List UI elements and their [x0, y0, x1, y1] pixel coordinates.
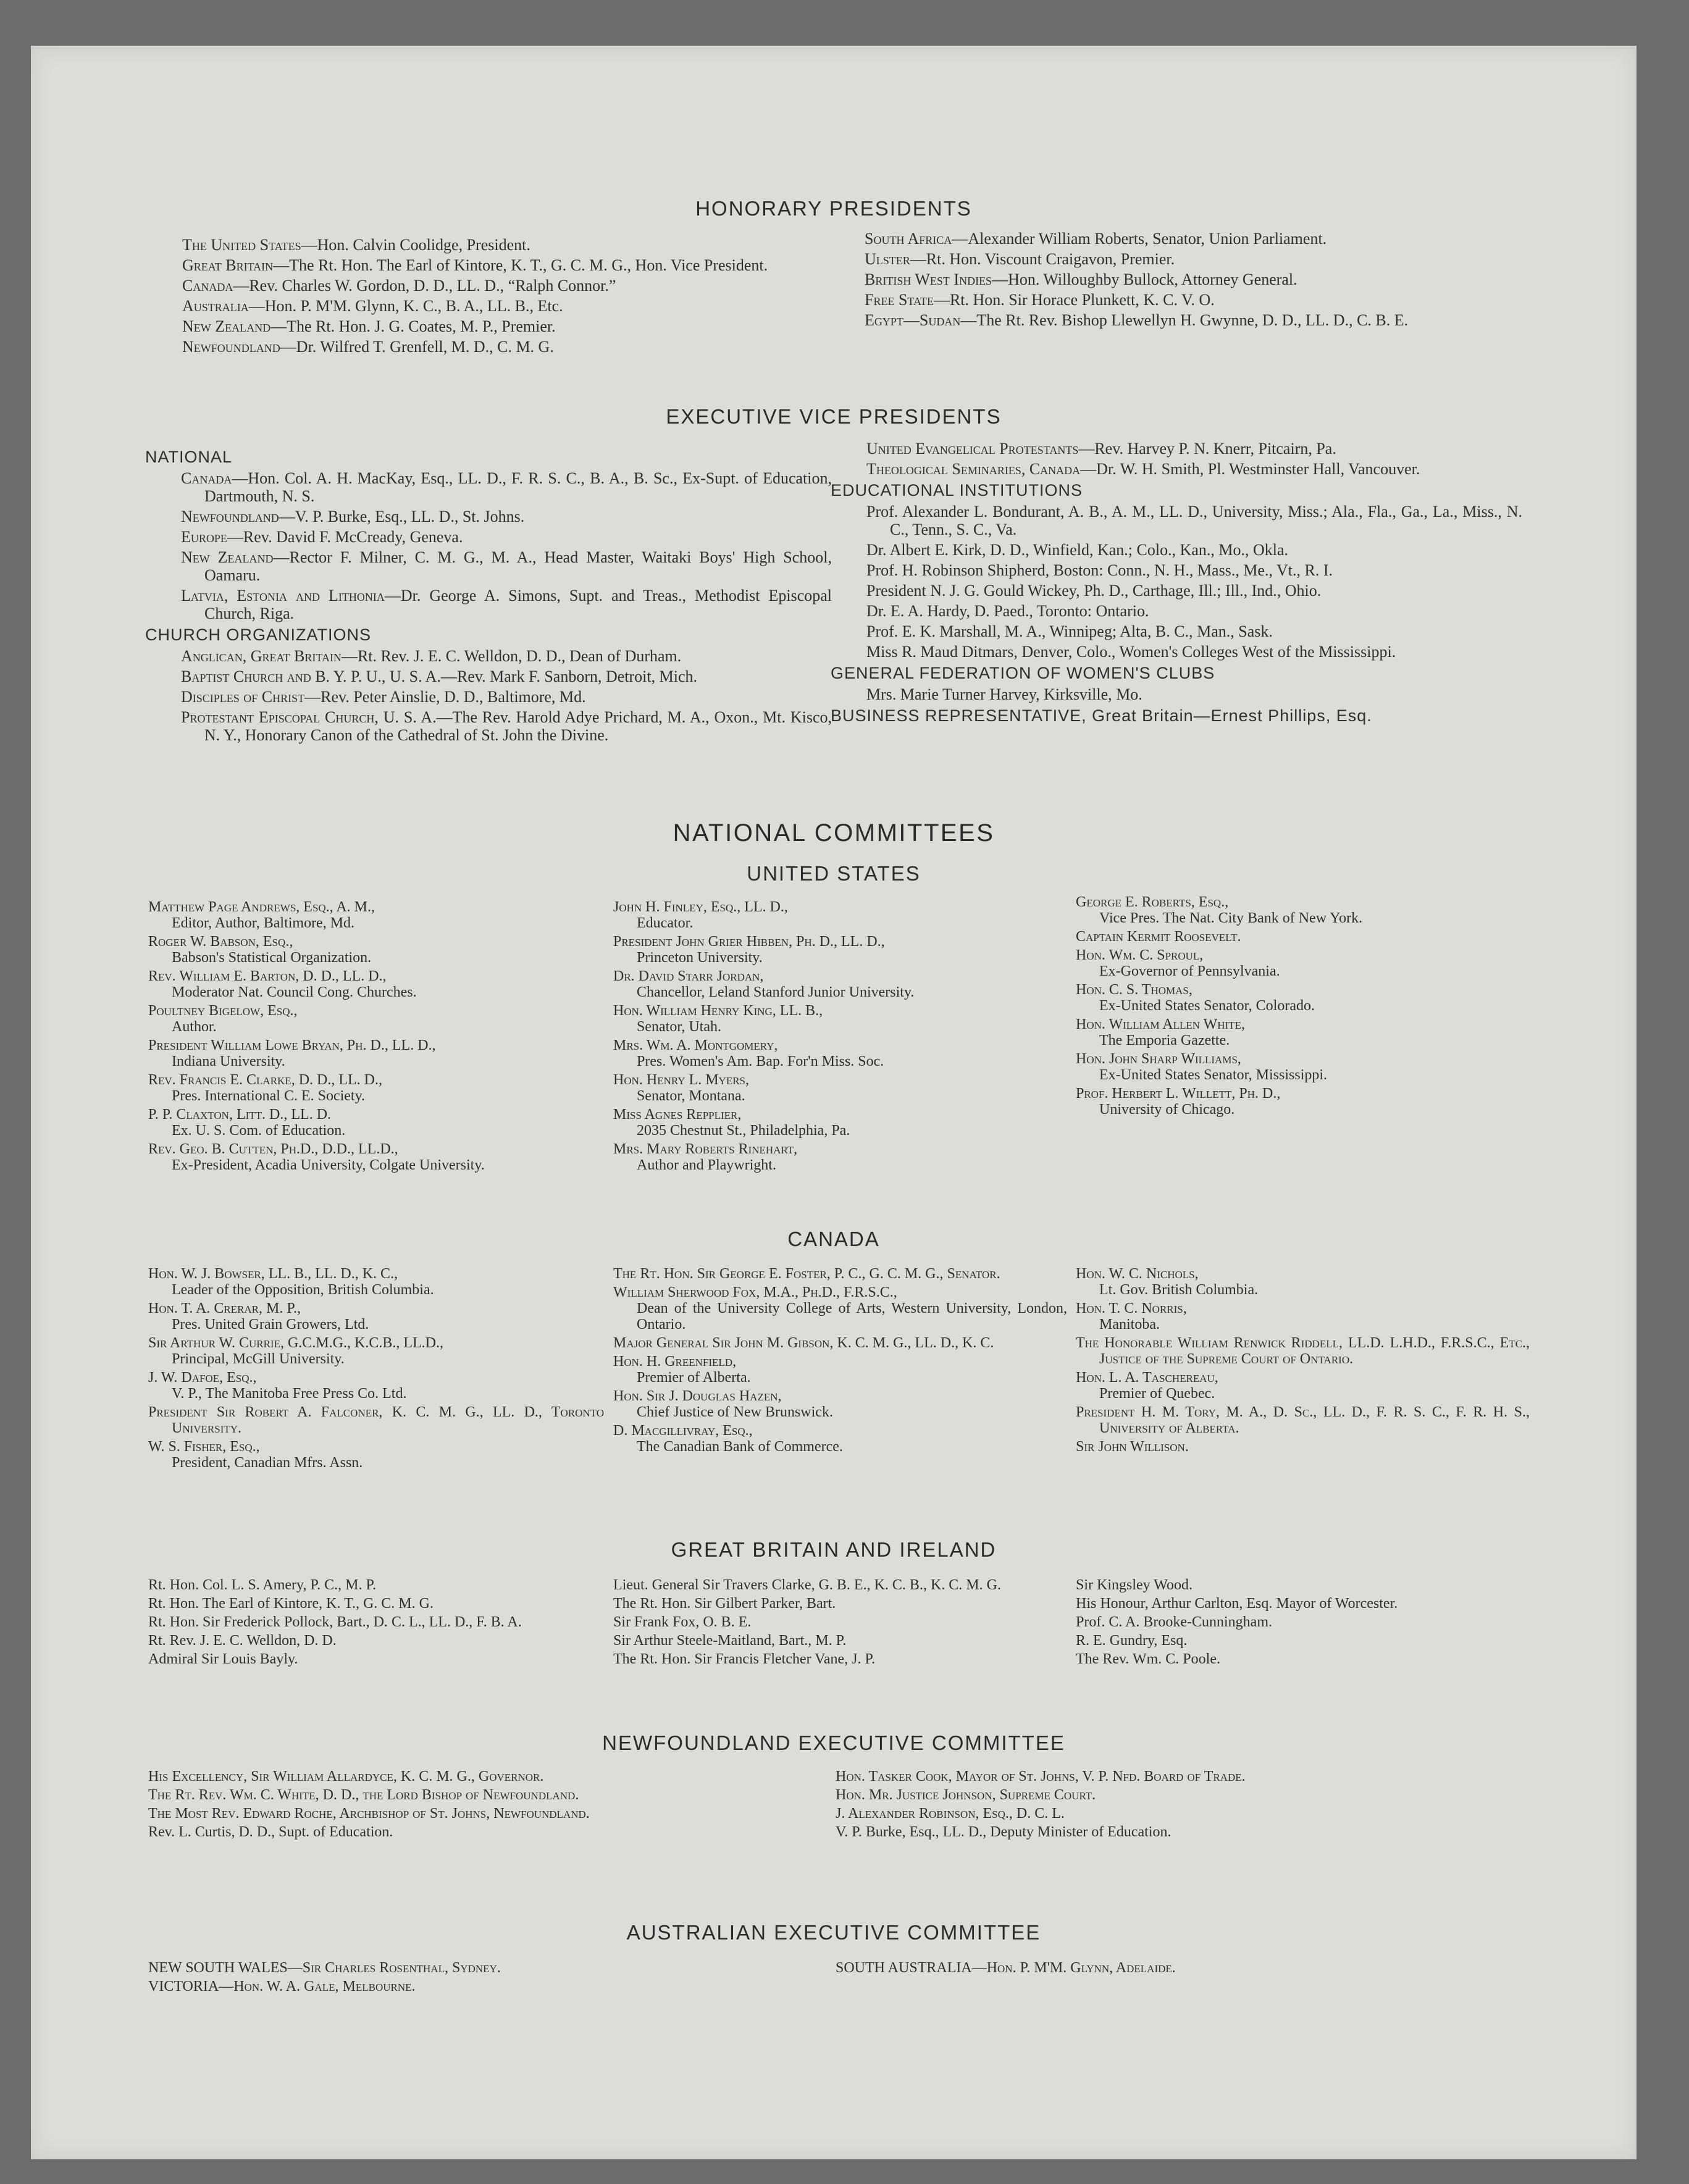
educational-institutions-list [831, 503, 1522, 661]
list-item: His Honour, Arthur Carlton, Esq. Mayor of Worcester. [1076, 1596, 1398, 1612]
womens-clubs-list [831, 685, 1522, 703]
entry-kv: South Africa—Alexander William Roberts, Senator, Union Parliament. [865, 230, 1327, 248]
list-item: Hon. William Henry King, LL. B., Senator, Utah. [613, 1003, 823, 1035]
list-item: Mrs. Wm. A. Montgomery, Pres. Women's Am. Bap. For'n Miss. Soc. [613, 1037, 884, 1069]
australian-left [148, 1960, 828, 1997]
entry-kv: Ulster—Rt. Hon. Viscount Craigavon, Premier. [865, 250, 1175, 268]
list-item: The Most Rev. Edward Roche, Archbishop of St. Johns, Newfoundland. [148, 1805, 590, 1822]
list-item: Prof. Alexander L. Bondurant, A. B., A. M., LL. D., University, Miss.; Ala., Fla., Ga., La., Miss., N. C., Tenn., S. C., Va. [866, 503, 1522, 538]
great-britain-heading: GREAT BRITAIN AND IRELAND [671, 1538, 997, 1561]
entry-kv: British West Indies—Hon. Willoughby Bullock, Attorney General. [865, 270, 1297, 288]
list-item: The Rt. Hon. Sir Francis Fletcher Vane, J. P. [613, 1651, 876, 1667]
list-item: William Sherwood Fox, M.A., Ph.D., F.R.S.C., Dean of the University College of Arts, Western University, London, Ontario. [613, 1284, 1067, 1333]
list-item: Rt. Hon. The Earl of Kintore, K. T., G. C. M. G. [148, 1596, 434, 1612]
canada-column-1 [148, 1266, 604, 1473]
national-subheading: NATIONAL [145, 448, 233, 466]
canada-column-2 [613, 1266, 1067, 1457]
list-item: Mrs. Mary Roberts Rinehart, Author and Playwright. [613, 1141, 798, 1173]
list-item: Sir Arthur W. Currie, G.C.M.G., K.C.B., LL.D., Principal, McGill University. [148, 1335, 443, 1367]
list-item: The Rt. Hon. Sir George E. Foster, P. C., G. C. M. G., Senator. [613, 1266, 1000, 1282]
entry-kv: Newfoundland—V. P. Burke, Esq., LL. D., St. Johns. [181, 508, 525, 525]
list-item: Prof. C. A. Brooke-Cunningham. [1076, 1614, 1272, 1630]
entry-kv: Egypt—Sudan—The Rt. Rev. Bishop Llewellyn H. Gwynne, D. D., LL. D., C. B. E. [865, 311, 1409, 329]
list-item: Sir John Willison. [1076, 1439, 1189, 1455]
us-column-3 [1076, 894, 1530, 1120]
list-item: VICTORIA—Hon. W. A. Gale, Melbourne. [148, 1978, 416, 1994]
canada-heading: CANADA [787, 1228, 880, 1250]
womens-clubs-subheading: GENERAL FEDERATION OF WOMEN'S CLUBS [831, 664, 1215, 682]
evp-right-column [831, 440, 1522, 728]
list-item: Hon. C. S. Thomas, Ex-United States Senator, Colorado. [1076, 982, 1315, 1014]
entry-kv: The United States—Hon. Calvin Coolidge, President. [182, 236, 530, 254]
entry-kv: Latvia, Estonia and Lithonia—Dr. George A. Simons, Supt. and Treas., Methodist Episcopal Church, Riga. [181, 587, 832, 622]
church-organizations-list [145, 647, 832, 744]
list-item: Hon. H. Greenfield, Premier of Alberta. [613, 1353, 751, 1386]
evp-left-column [145, 445, 832, 747]
list-item: Hon. Sir J. Douglas Hazen, Chief Justice of New Brunswick. [613, 1388, 833, 1420]
list-item: President Sir Robert A. Falconer, K. C. M. G., LL. D., Toronto University. [148, 1404, 604, 1436]
list-item: Rev. Francis E. Clarke, D. D., LL. D., Pres. International C. E. Society. [148, 1072, 383, 1104]
national-committees-heading: NATIONAL COMMITTEES [673, 819, 995, 847]
list-item: Hon. Tasker Cook, Mayor of St. Johns, V. P. Nfd. Board of Trade. [836, 1768, 1246, 1784]
list-item: Dr. E. A. Hardy, D. Paed., Toronto: Ontario. [866, 602, 1149, 620]
list-item: Dr. David Starr Jordan, Chancellor, Leland Stanford Junior University. [613, 968, 915, 1000]
list-item: Roger W. Babson, Esq., Babson's Statistical Organization. [148, 934, 372, 966]
entry-kv: Canada—Hon. Col. A. H. MacKay, Esq., LL. D., F. R. S. C., B. A., B. Sc., Ex-Supt. of Education, Dartmouth, N. S. [181, 469, 832, 505]
list-item: Lieut. General Sir Travers Clarke, G. B. E., K. C. B., K. C. M. G. [613, 1577, 1001, 1593]
us-column-2 [613, 899, 1067, 1176]
list-item: President N. J. G. Gould Wickey, Ph. D., Carthage, Ill.; Ill., Ind., Ohio. [866, 582, 1322, 600]
list-item: Matthew Page Andrews, Esq., A. M., Editor, Author, Baltimore, Md. [148, 899, 375, 931]
list-item: The Rev. Wm. C. Poole. [1076, 1651, 1220, 1667]
list-item: Sir Frank Fox, O. B. E. [613, 1614, 752, 1630]
australian-right [836, 1960, 1527, 1978]
list-item: President William Lowe Bryan, Ph. D., LL. D., Indiana University. [148, 1037, 436, 1069]
entry-kv: Theological Seminaries, Canada—Dr. W. H. Smith, Pl. Westminster Hall, Vancouver. [866, 460, 1420, 478]
list-item: His Excellency, Sir William Allardyce, K. C. M. G., Governor. [148, 1768, 544, 1784]
list-item: John H. Finley, Esq., LL. D., Educator. [613, 899, 788, 931]
church-organizations-subheading: CHURCH ORGANIZATIONS [145, 625, 372, 644]
list-item: Rt. Hon. Col. L. S. Amery, P. C., M. P. [148, 1577, 377, 1593]
entry-kv: New Zealand—Rector F. Milner, C. M. G., M. A., Head Master, Waitaki Boys' High School, Oamaru. [181, 548, 832, 584]
list-item: V. P. Burke, Esq., LL. D., Deputy Minister of Education. [836, 1824, 1171, 1840]
honorary-presidents-right [865, 230, 1519, 332]
list-item: The Honorable William Renwick Riddell, LL.D. L.H.D., F.R.S.C., Etc., Justice of the Supreme Court of Ontario. [1076, 1335, 1530, 1367]
list-item: J. Alexander Robinson, Esq., D. C. L. [836, 1805, 1065, 1822]
list-item: President John Grier Hibben, Ph. D., LL. D., Princeton University. [613, 934, 885, 966]
list-item: Hon. L. A. Taschereau, Premier of Quebec. [1076, 1370, 1218, 1402]
national-list [145, 469, 832, 622]
entry-kv: Australia—Hon. P. M'M. Glynn, K. C., B. A., LL. B., Etc. [182, 297, 563, 315]
entry-kv: Europe—Rev. David F. McCready, Geneva. [181, 528, 463, 546]
list-item: Rev. Geo. B. Cutten, Ph.D., D.D., LL.D., Ex-President, Acadia University, Colgate University. [148, 1141, 485, 1173]
australian-heading: AUSTRALIAN EXECUTIVE COMMITTEE [626, 1921, 1041, 1944]
gb-column-3 [1076, 1577, 1530, 1670]
united-states-heading: UNITED STATES [747, 862, 921, 885]
entry-kv: Baptist Church and B. Y. P. U., U. S. A.—Rev. Mark F. Sanborn, Detroit, Mich. [181, 667, 698, 685]
gb-column-1 [148, 1577, 604, 1670]
honorary-presidents-left [182, 236, 832, 358]
list-item: W. S. Fisher, Esq., President, Canadian Mfrs. Assn. [148, 1439, 363, 1471]
document-page [31, 46, 1637, 2159]
entry-kv: Disciples of Christ—Rev. Peter Ainslie, D. D., Baltimore, Md. [181, 688, 586, 706]
list-item: Rev. L. Curtis, D. D., Supt. of Education. [148, 1824, 393, 1840]
entry-kv: Great Britain—The Rt. Hon. The Earl of Kintore, K. T., G. C. M. G., Hon. Vice President. [182, 256, 768, 274]
list-item: Hon. Mr. Justice Johnson, Supreme Court. [836, 1787, 1096, 1803]
newfoundland-right [836, 1768, 1527, 1843]
list-item: Hon. W. C. Nichols, Lt. Gov. British Columbia. [1076, 1266, 1259, 1298]
entry-kv: United Evangelical Protestants—Rev. Harvey P. N. Knerr, Pitcairn, Pa. [866, 440, 1336, 458]
list-item: SOUTH AUSTRALIA—Hon. P. M'M. Glynn, Adelaide. [836, 1960, 1176, 1976]
list-item: Rt. Hon. Sir Frederick Pollock, Bart., D. C. L., LL. D., F. B. A. [148, 1614, 522, 1630]
list-item: Captain Kermit Roosevelt. [1076, 929, 1241, 945]
us-column-1 [148, 899, 604, 1176]
list-item: NEW SOUTH WALES—Sir Charles Rosenthal, Sydney. [148, 1960, 501, 1976]
newfoundland-left [148, 1768, 828, 1843]
list-item: Hon. W. J. Bowser, LL. B., LL. D., K. C., Leader of the Opposition, British Columbia. [148, 1266, 434, 1298]
entry-kv: Anglican, Great Britain—Rt. Rev. J. E. C. Welldon, D. D., Dean of Durham. [181, 647, 682, 665]
list-item: P. P. Claxton, Litt. D., LL. D. Ex. U. S. Com. of Education. [148, 1107, 346, 1139]
entry-kv: Newfoundland—Dr. Wilfred T. Grenfell, M. D., C. M. G. [182, 338, 554, 356]
list-item: The Rt. Rev. Wm. C. White, D. D., the Lord Bishop of Newfoundland. [148, 1787, 579, 1803]
list-item: D. Macgillivray, Esq., The Canadian Bank of Commerce. [613, 1423, 843, 1455]
list-item: Mrs. Marie Turner Harvey, Kirksville, Mo. [866, 685, 1142, 703]
list-item: Hon. T. A. Crerar, M. P., Pres. United Grain Growers, Ltd. [148, 1300, 369, 1333]
list-item: Prof. E. K. Marshall, M. A., Winnipeg; Alta, B. C., Man., Sask. [866, 622, 1273, 640]
entry-kv: Protestant Episcopal Church, U. S. A.—The Rev. Harold Adye Prichard, M. A., Oxon., Mt. Kisco, N. Y., Honorary Canon of the Cathedral of St. John the Divine. [181, 708, 832, 744]
list-item: Hon. John Sharp Williams, Ex-United States Senator, Mississippi. [1076, 1051, 1328, 1083]
business-representative: BUSINESS REPRESENTATIVE, Great Britain—Ernest Phillips, Esq. [831, 706, 1372, 725]
entry-kv: Free State—Rt. Hon. Sir Horace Plunkett, K. C. V. O. [865, 291, 1215, 309]
list-item: The Rt. Hon. Sir Gilbert Parker, Bart. [613, 1596, 836, 1612]
list-item: Rt. Rev. J. E. C. Welldon, D. D. [148, 1633, 337, 1649]
entry-kv: New Zealand—The Rt. Hon. J. G. Coates, M. P., Premier. [182, 317, 556, 335]
evp-right-top-list [831, 440, 1522, 478]
list-item: Hon. T. C. Norris, Manitoba. [1076, 1300, 1187, 1333]
list-item: J. W. Dafoe, Esq., V. P., The Manitoba Free Press Co. Ltd. [148, 1370, 407, 1402]
list-item: Hon. Wm. C. Sproul, Ex-Governor of Pennsylvania. [1076, 947, 1280, 979]
educational-institutions-subheading: EDUCATIONAL INSTITUTIONS [831, 481, 1083, 500]
list-item: Admiral Sir Louis Bayly. [148, 1651, 298, 1667]
canada-column-3 [1076, 1266, 1530, 1457]
entry-kv: Canada—Rev. Charles W. Gordon, D. D., LL. D., “Ralph Connor.” [182, 277, 616, 295]
list-item: Miss R. Maud Ditmars, Denver, Colo., Women's Colleges West of the Mississippi. [866, 643, 1396, 661]
list-item: Prof. H. Robinson Shipherd, Boston: Conn., N. H., Mass., Me., Vt., R. I. [866, 561, 1333, 579]
list-item: Rev. William E. Barton, D. D., LL. D., Moderator Nat. Council Cong. Churches. [148, 968, 417, 1000]
list-item: Sir Arthur Steele-Maitland, Bart., M. P. [613, 1633, 847, 1649]
list-item: Sir Kingsley Wood. [1076, 1577, 1192, 1593]
honorary-presidents-heading: HONORARY PRESIDENTS [695, 197, 972, 220]
list-item: Prof. Herbert L. Willett, Ph. D., University of Chicago. [1076, 1086, 1281, 1118]
list-item: Dr. Albert E. Kirk, D. D., Winfield, Kan.; Colo., Kan., Mo., Okla. [866, 541, 1289, 559]
executive-vice-presidents-heading: EXECUTIVE VICE PRESIDENTS [666, 405, 1002, 428]
list-item: Hon. Henry L. Myers, Senator, Montana. [613, 1072, 750, 1104]
list-item: R. E. Gundry, Esq. [1076, 1633, 1188, 1649]
newfoundland-heading: NEWFOUNDLAND EXECUTIVE COMMITTEE [602, 1731, 1065, 1754]
list-item: President H. M. Tory, M. A., D. Sc., LL. D., F. R. S. C., F. R. H. S., University of Alberta. [1076, 1404, 1530, 1436]
gb-column-2 [613, 1577, 1067, 1670]
list-item: Hon. William Allen White, The Emporia Gazette. [1076, 1016, 1245, 1048]
list-item: Poultney Bigelow, Esq., Author. [148, 1003, 298, 1035]
list-item: Major General Sir John M. Gibson, K. C. M. G., LL. D., K. C. [613, 1335, 994, 1351]
list-item: George E. Roberts, Esq., Vice Pres. The Nat. City Bank of New York. [1076, 894, 1363, 926]
list-item: Miss Agnes Repplier, 2035 Chestnut St., Philadelphia, Pa. [613, 1107, 850, 1139]
